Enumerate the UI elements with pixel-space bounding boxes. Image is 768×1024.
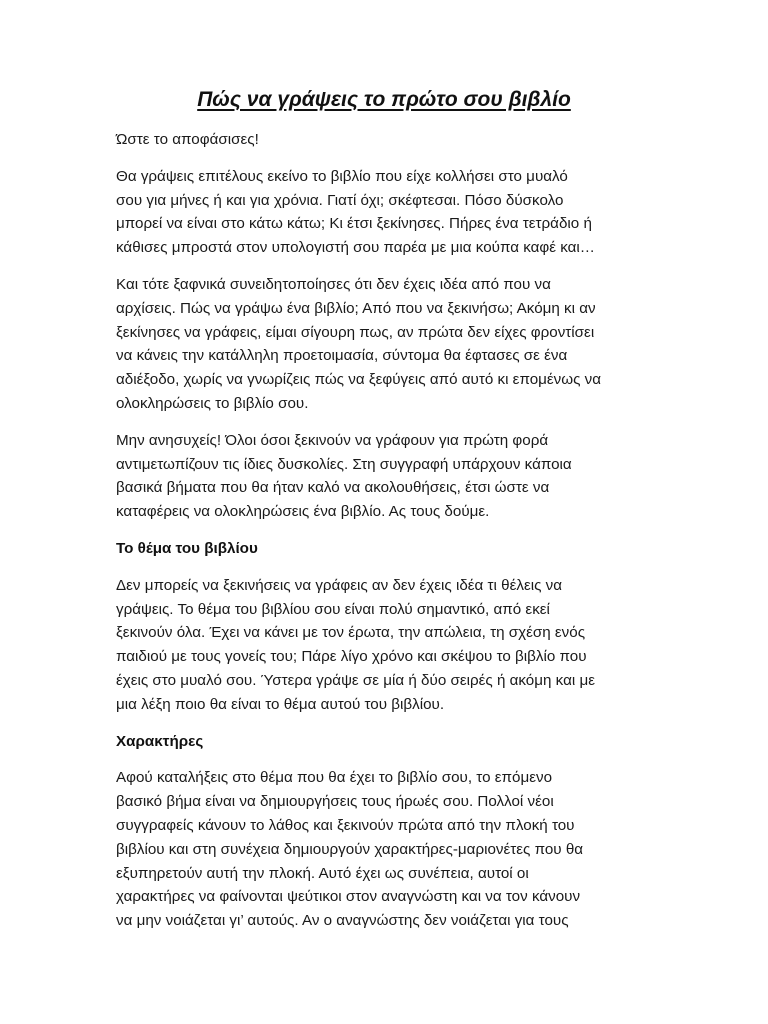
document-title: Πώς να γράψεις το πρώτο σου βιβλίο	[197, 88, 571, 111]
text-line: Αφού καταλήξεις στο θέμα που θα έχει το βιβλίο σου, το επόμενο	[116, 769, 553, 787]
text-line: γράψεις. Το θέμα του βιβλίου σου είναι πολύ σημαντικό, από εκεί	[116, 600, 550, 618]
text-line: Ώστε το αποφάσισες!	[116, 131, 259, 148]
text-line: Και τότε ξαφνικά συνειδητοποίησες ότι δεν έχεις ιδέα από που να	[116, 275, 551, 293]
paragraph-realization	[116, 273, 656, 416]
text-line: κάθισες μπροστά στον υπολογιστή σου παρέα με μια κούπα καφέ και…	[116, 239, 595, 257]
text-line: ξεκίνησες να γράφεις, είμαι σίγουρη πως, αν πρώτα δεν είχες φροντίσει	[116, 323, 595, 341]
text-line: Θα γράψεις επιτέλους εκείνο το βιβλίο που είχε κολλήσει στο μυαλό	[116, 167, 568, 185]
text-line: βιβλίου και στη συνέχεια δημιουργούν χαρακτήρες-μαριονέτες που θα	[116, 840, 584, 858]
paragraph-reassurance	[116, 429, 656, 524]
text-line: εξυπηρετούν αυτή την πλοκή. Αυτό έχει ως συνέπεια, αυτοί οι	[116, 864, 529, 882]
text-line: καταφέρεις να ολοκληρώσεις ένα βιβλίο. Ας τους δούμε.	[116, 503, 490, 521]
paragraph-intro	[116, 128, 656, 152]
text-line: βασικά βήματα που θα ήταν καλό να ακολουθήσεις, έτσι ώστε να	[116, 479, 550, 497]
section-heading-theme: Το θέμα του βιβλίου	[116, 539, 258, 557]
section-heading-characters: Χαρακτήρες	[116, 732, 204, 750]
paragraph-characters	[116, 766, 656, 933]
text-line: βασικό βήμα είναι να δημιουργήσεις τους ήρωές σου. Πολλοί νέοι	[116, 793, 554, 811]
text-line: παιδιού με τους γονείς του; Πάρε λίγο χρόνο και σκέψου το βιβλίο που	[116, 648, 587, 666]
text-line: συγγραφείς κάνουν το λάθος και ξεκινούν πρώτα από την πλοκή του	[116, 816, 575, 834]
document-body	[116, 128, 656, 946]
text-line: σου για μήνες ή και για χρόνια. Γιατί όχι; σκέφτεσαι. Πόσο δύσκολο	[116, 191, 564, 209]
text-line: αρχίσεις. Πώς να γράψω ένα βιβλίο; Από που να ξεκινήσω; Ακόμη κι αν	[116, 299, 596, 317]
text-line: να μην νοιάζεται γι’ αυτούς. Αν ο αναγνώστης δεν νοιάζεται για τους	[116, 912, 569, 930]
text-line: αντιμετωπίζουν τις ίδιες δυσκολίες. Στη συγγραφή υπάρχουν κάποια	[116, 455, 572, 473]
text-line: χαρακτήρες να φαίνονται ψεύτικοι στον αναγνώστη και να τον κάνουν	[116, 888, 581, 906]
paragraph-theme	[116, 574, 656, 717]
text-line: ξεκινούν όλα. Έχει να κάνει με τον έρωτα, την απώλεια, τη σχέση ενός	[116, 624, 586, 642]
paragraph-decision	[116, 165, 656, 260]
text-line: ολοκληρώσεις το βιβλίο σου.	[116, 394, 309, 412]
text-line: Δεν μπορείς να ξεκινήσεις να γράφεις αν δεν έχεις ιδέα τι θέλεις να	[116, 576, 562, 594]
text-line: να κάνεις την κατάλληλη προετοιμασία, σύντομα θα έφτασες σε ένα	[116, 347, 568, 365]
text-line: μπορεί να είναι στο κάτω κάτω; Κι έτσι ξεκίνησες. Πήρες ένα τετράδιο ή	[116, 215, 592, 233]
text-line: έχεις στο μυαλό σου. Ύστερα γράψε σε μία ή δύο σειρές ή ακόμη και με	[116, 671, 595, 689]
text-line: Μην ανησυχείς! Όλοι όσοι ξεκινούν να γράφουν για πρώτη φορά	[116, 431, 549, 449]
text-line: μια λέξη ποιο θα είναι το θέμα αυτού του βιβλίου.	[116, 695, 445, 713]
text-line: αδιέξοδο, χωρίς να γνωρίζεις πώς να ξεφύγεις από αυτό κι επομένως να	[116, 371, 602, 389]
